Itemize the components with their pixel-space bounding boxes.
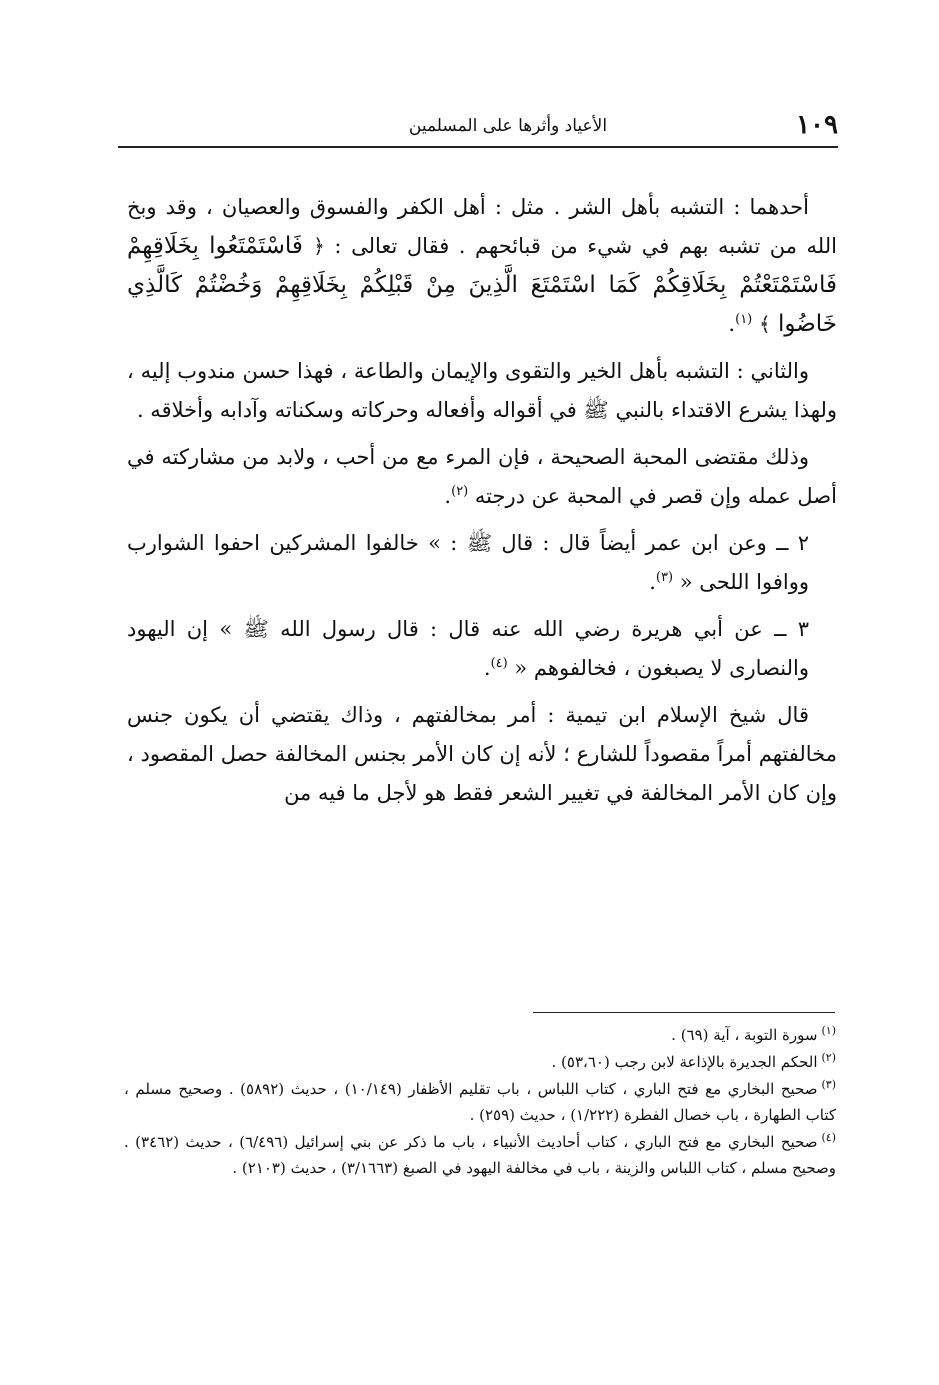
footnotes — [124, 1022, 836, 1182]
hadith-3-end: . — [483, 656, 491, 680]
page-header — [118, 104, 838, 146]
paragraph-2-text: والثاني : التشبه بأهل الخير والتقوى والإيمان والطاعة ، فهذا حسن مندوب إليه ، ولهذا يشرع الاقتداء بالنبي ﷺ في أقواله وأفعاله وحركاته وسكناته وآدابه وأخلاقه . — [127, 359, 837, 422]
footnote-number: (١) — [821, 1024, 836, 1037]
main-text — [127, 188, 837, 821]
quran-close-bracket: ﴾ — [758, 312, 771, 336]
page-number: ١٠٩ — [796, 110, 838, 140]
footnote-text: صحيح البخاري مع فتح الباري ، كتاب اللباس ، باب تقليم الأظفار (١٠/١٤٩) ، حديث (٥٨٩٢) . وصحيح مسلم ، كتاب الطهارة ، باب خصال الفطرة (١/٢٢٢) ، حديث (٢٥٩) . — [124, 1080, 836, 1124]
hadith-3-text: ٣ ــ عن أبي هريرة رضي الله عنه قال : قال رسول الله ﷺ » إن اليهود والنصارى لا يصبغون ، فخالفوهم « — [127, 617, 809, 680]
footnote-number: (٤) — [821, 1131, 837, 1144]
footnote-ref-4[interactable]: (٤) — [490, 656, 508, 671]
footnote-1 — [124, 1022, 836, 1048]
quran-verse: فَاسْتَمْتَعُوا بِخَلَاقِهِمْ فَاسْتَمْتَعْتُمْ بِخَلَاقِكُمْ كَمَا اسْتَمْتَعَ الَّذِينَ مِنْ قَبْلِكُمْ بِخَلَاقِهِمْ وَخُضْتُمْ كَالَّذِي خَاضُوا — [127, 233, 837, 337]
hadith-3 — [127, 610, 837, 688]
running-title: الأعياد وأثرها على المسلمين — [408, 116, 608, 136]
paragraph-3-end: . — [444, 484, 452, 508]
footnote-text: الحكم الجديرة بالإذاعة لابن رجب (٥٣،٦٠) . — [551, 1053, 818, 1071]
footnote-2 — [124, 1049, 836, 1075]
footnote-text: سورة التوبة ، آية (٦٩) . — [671, 1026, 818, 1044]
hadith-2-end: . — [649, 570, 656, 594]
footnote-3 — [124, 1076, 836, 1128]
paragraph-6-text: قال شيخ الإسلام ابن تيمية : أمر بمخالفتهم ، وذاك يقتضي أن يكون جنس مخالفتهم أمراً مقصوداً للشارع ؛ لأنه إن كان الأمر بجنس المخالفة حصل المقصود ، وإن كان الأمر المخالفة في تغيير الشعر فقط هو لأجل ما فيه من — [127, 703, 837, 805]
footnote-divider — [533, 1012, 835, 1013]
footnote-number: (٣) — [821, 1078, 836, 1091]
paragraph-3 — [127, 438, 837, 516]
paragraph-2 — [127, 352, 837, 430]
footnote-4 — [124, 1129, 836, 1181]
paragraph-3-text: وذلك مقتضى المحبة الصحيحة ، فإن المرء مع من أحب ، ولابد من مشاركته في أصل عمله وإن قصر في المحبة عن درجته — [127, 445, 837, 508]
paragraph-1-text: أحدهما : التشبه بأهل الشر . مثل : أهل الكفر والفسوق والعصيان ، وقد وبخ الله من تشبه بهم في شيء من قبائحهم . فقال تعالى : — [127, 195, 837, 258]
hadith-2 — [127, 524, 837, 602]
footnote-text: صحيح البخاري مع فتح الباري ، كتاب أحاديث الأنبياء ، باب ما ذكر عن بني إسرائيل (٦/٤٩٦) ، حديث (٣٤٦٢) . وصحيح مسلم ، كتاب اللباس والزينة ، باب في مخالفة اليهود في الصبغ (٣/١٦٦٣) ، حديث (٢١٠٣) . — [124, 1133, 836, 1177]
paragraph-1 — [127, 188, 837, 344]
footnote-number: (٢) — [821, 1051, 836, 1064]
header-divider — [118, 146, 838, 148]
hadith-2-text: ٢ ــ وعن ابن عمر أيضاً قال : قال ﷺ : » خالفوا المشركين احفوا الشوارب ووافوا اللحى « — [127, 531, 809, 594]
footnote-ref-2[interactable]: (٢) — [451, 484, 469, 499]
quran-open-bracket: ﴿ — [313, 234, 325, 258]
paragraph-6 — [127, 696, 837, 813]
footnote-ref-3[interactable]: (٣) — [655, 570, 674, 585]
paragraph-1-end: . — [728, 312, 736, 336]
footnote-ref-1[interactable]: (١) — [735, 312, 753, 327]
